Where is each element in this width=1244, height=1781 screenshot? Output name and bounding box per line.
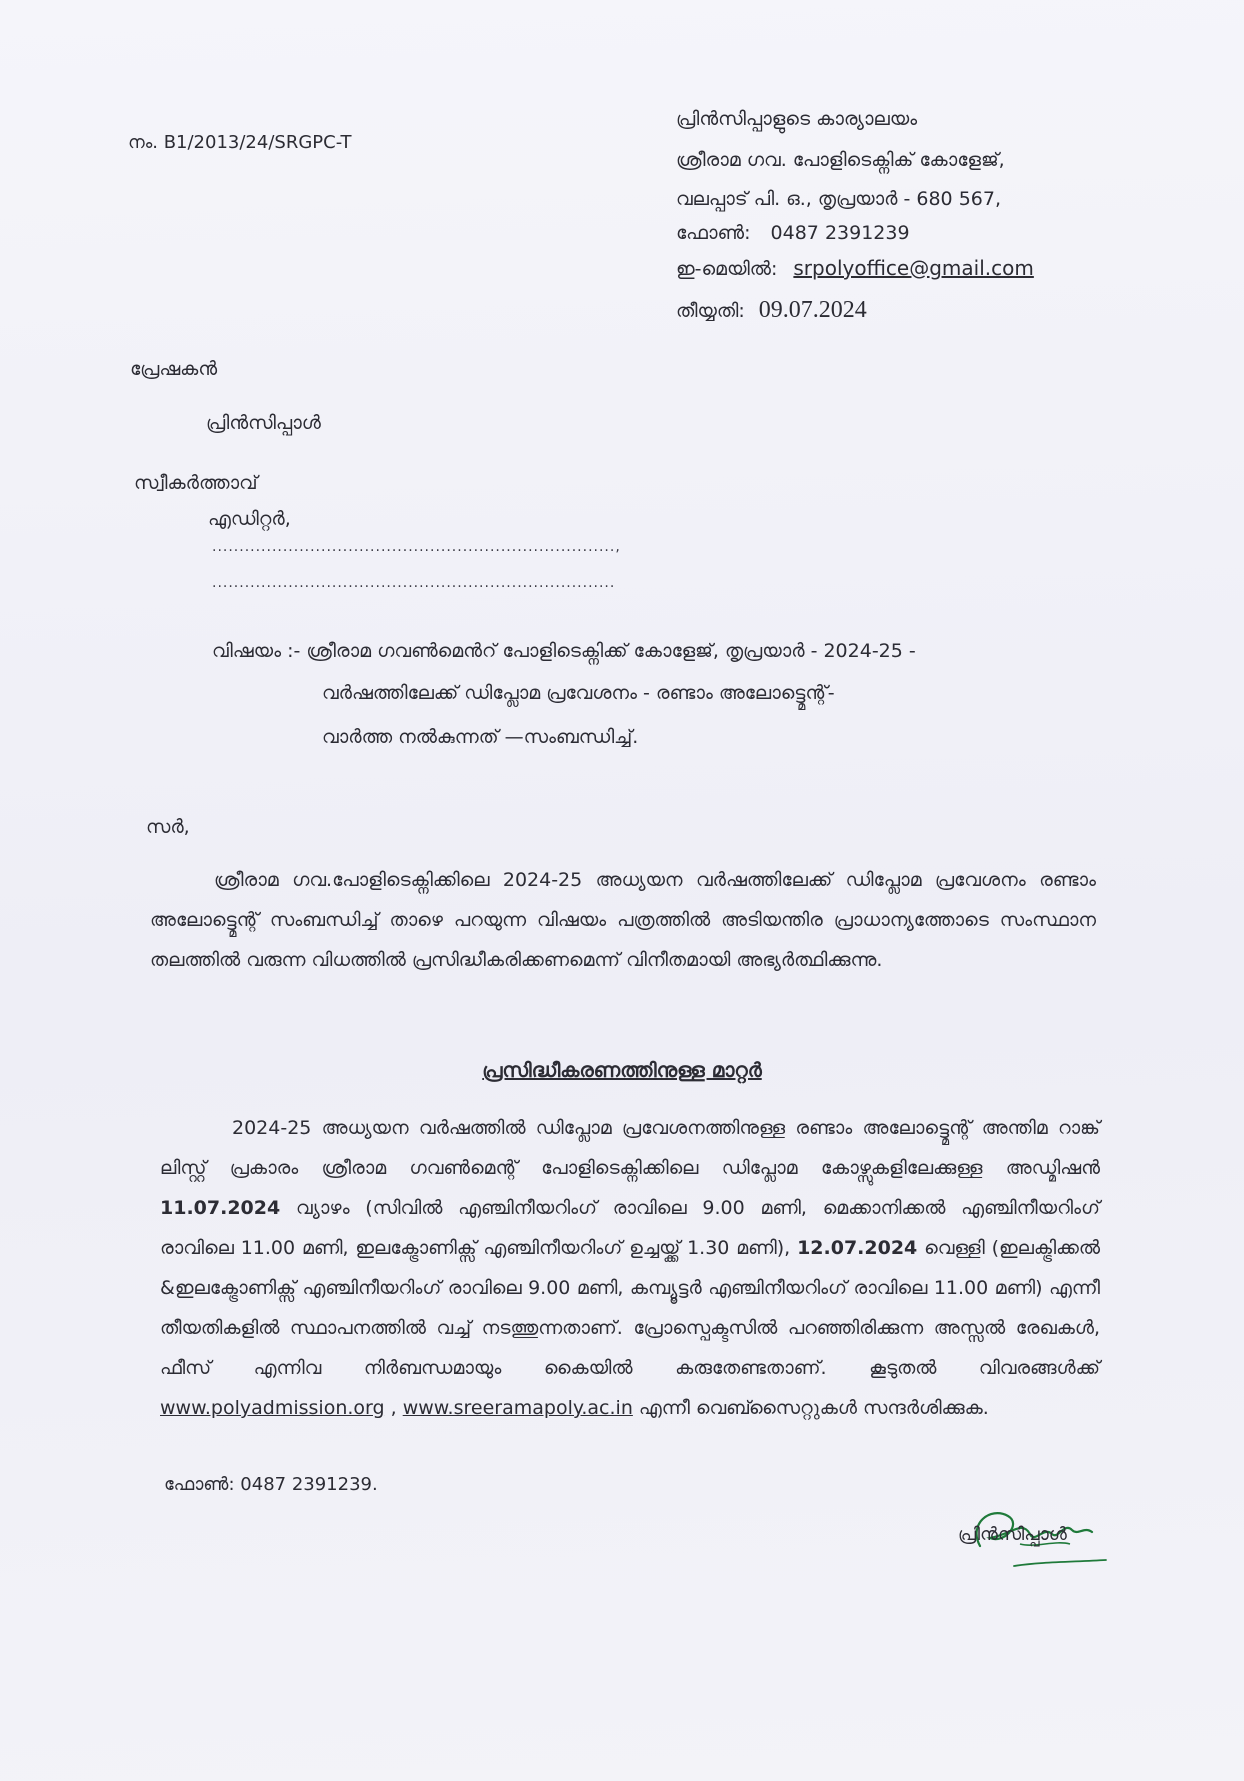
signature-label: പ്രിൻസിപ്പാൾ <box>958 1524 1067 1545</box>
college-name: ശ്രീരാമ ഗവ. പോളിടെക്നിക് കോളേജ്, <box>676 149 1005 171</box>
section-heading: പ്രസിദ്ധീകരണത്തിനുള്ള മാറ്റർ <box>482 1058 762 1082</box>
subject-line-1: വിഷയം :- ശ്രീരാമ ഗവൺമെൻറ് പോളിടെക്നിക്ക് കോളേജ്, തൃപ്രയാർ - 2024-25 - <box>212 640 916 662</box>
contact-phone: ഫോൺ: 0487 2391239. <box>164 1474 378 1495</box>
body-text-2: വ്യാഴം (സിവിൽ എഞ്ചിനീയറിംഗ് രാവിലെ 9.00 മണി, മെക്കാനിക്കൽ എഞ്ചിനീയറിംഗ് രാവിലെ 11.00 മണി, ഇലക്ട്രോണിക്സ് എഞ്ചിനീയറിംഗ് ഉച്ചയ്ക്ക് 1.30 മണി), <box>160 1197 1100 1259</box>
body-text-4: എന്നീ വെബ്സൈറ്റുകൾ സന്ദർശിക്കുക. <box>632 1397 989 1419</box>
address-blank-line-2: .......................................................................... <box>212 575 616 591</box>
recipient-label: സ്വീകർത്താവ് <box>134 472 258 494</box>
reference-number: നം. B1/2013/24/SRGPC-T <box>128 132 352 153</box>
polyadmission-link[interactable]: www.polyadmission.org <box>160 1397 385 1419</box>
admission-date-1: 11.07.2024 <box>160 1197 281 1219</box>
subject-line-2: വർഷത്തിലേക്ക് ഡിപ്ലോമ പ്രവേശനം - രണ്ടാം അലോട്ട്മെന്റ്- <box>322 682 835 704</box>
address-blank-line-1: .........................................................................., <box>212 539 621 555</box>
college-address: വലപ്പാട് പി. ഒ., തൃപ്രയാർ - 680 567, <box>676 188 1001 210</box>
body-paragraph <box>160 1108 1100 1428</box>
office-email <box>676 258 1034 279</box>
sender: പ്രിൻസിപ്പാൾ <box>206 412 321 434</box>
sender-label: പ്രേഷകൻ <box>130 358 218 380</box>
admission-date-2: 12.07.2024 <box>797 1237 918 1259</box>
sreeramapoly-link[interactable]: www.sreeramapoly.ac.in <box>402 1397 633 1419</box>
email-label: ഇ-മെയിൽ: <box>676 258 778 280</box>
office-phone <box>676 224 910 243</box>
office-name: പ്രിൻസിപ്പാളുടെ കാര്യാലയം <box>676 108 918 130</box>
salutation: സർ, <box>146 816 190 838</box>
body-text-1: 2024-25 അധ്യയന വർഷത്തിൽ ഡിപ്ലോമ പ്രവേശനത്തിനുള്ള രണ്ടാം അലോട്ട്മെന്റ് അന്തിമ റാങ്ക് ലിസ്റ്റ് പ്രകാരം ശ്രീരാമ ഗവൺമെന്റ് പോളിടെക്നിക്കിലെ ഡിപ്ലോമ കോഴ്സുകളിലേക്കുള്ള അഡ്മിഷൻ <box>160 1117 1100 1179</box>
subject-line-3: വാർത്ത നൽകുന്നത് —സംബന്ധിച്ച്. <box>322 726 639 748</box>
email-address: srpolyoffice@gmail.com <box>793 256 1034 280</box>
phone-label: ഫോൺ: <box>676 222 751 244</box>
link-separator: , <box>384 1397 403 1419</box>
date-label: തീയ്യതി: <box>676 300 745 322</box>
body-text-3: വെള്ളി (ഇലക്ട്രിക്കൽ &ഇലക്ട്രോണിക്സ് എഞ്ചിനീയറിംഗ് രാവിലെ 9.00 മണി, കമ്പ്യൂട്ടർ എഞ്ചിനീയറിംഗ് രാവിലെ 11.00 മണി) എന്നീ തീയതികളിൽ സ്ഥാപനത്തിൽ വച്ച് നടത്തുന്നതാണ്. പ്രോസ്പെക്ടസിൽ പറഞ്ഞിരിക്കുന്ന അസ്സൽ രേഖകൾ, ഫീസ് എന്നിവ നിർബന്ധമായും കൈയിൽ കരുതേണ്ടതാണ്. കൂടുതൽ വിവരങ്ങൾക്ക് <box>160 1237 1100 1379</box>
phone-number: 0487 2391239 <box>770 222 910 244</box>
intro-paragraph: ശ്രീരാമ ഗവ.പോളിടെക്നിക്കിലെ 2024-25 അധ്യയന വർഷത്തിലേക്ക് ഡിപ്ലോമ പ്രവേശനം രണ്ടാം അലോട്ട്മെന്റ് സംബന്ധിച്ച് താഴെ പറയുന്ന വിഷയം പത്രത്തിൽ അടിയന്തിര പ്രാധാന്യത്തോടെ സംസ്ഥാന തലത്തിൽ വരുന്ന വിധത്തിൽ പ്രസിദ്ധീകരിക്കണമെന്ന് വിനീതമായി അഭ്യർത്ഥിക്കുന്നു. <box>150 869 1096 971</box>
letter-date <box>676 298 867 322</box>
recipient: എഡിറ്റർ, <box>208 508 291 530</box>
date-value: 09.07.2024 <box>758 297 867 323</box>
